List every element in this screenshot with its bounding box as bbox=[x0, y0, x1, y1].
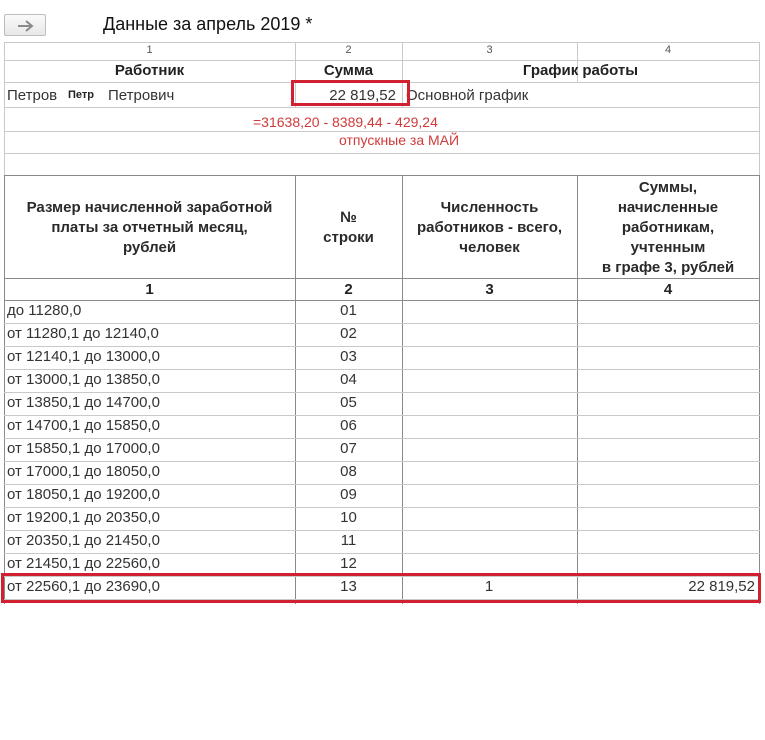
column-number: 1 bbox=[146, 44, 153, 56]
accrued-sum-cell[interactable]: 22 819,52 bbox=[688, 578, 755, 595]
employee-count-header: Численность работников - всего, человек bbox=[416, 199, 563, 256]
salary-range-cell[interactable]: от 20350,1 до 21450,0 bbox=[7, 532, 160, 549]
employee-first-name[interactable]: Петр bbox=[68, 89, 94, 101]
vacation-note: отпускные за МАЙ bbox=[339, 132, 460, 148]
formula-annotation: =31638,20 - 8389,44 - 429,24 bbox=[253, 114, 438, 130]
report-column-number: 3 bbox=[485, 281, 494, 298]
row-number-header: № строки bbox=[323, 209, 374, 246]
salary-range-cell[interactable]: от 11280,1 до 12140,0 bbox=[7, 325, 159, 342]
row-code-cell[interactable]: 08 bbox=[340, 463, 357, 480]
salary-range-cell[interactable]: от 14700,1 до 15850,0 bbox=[7, 417, 160, 434]
report-column-number: 4 bbox=[663, 281, 673, 298]
row-code-cell[interactable]: 05 bbox=[340, 394, 357, 411]
employee-patronymic[interactable]: Петрович bbox=[108, 87, 175, 104]
row-code-cell[interactable]: 02 bbox=[340, 325, 357, 342]
salary-range-cell[interactable]: от 12140,1 до 13000,0 bbox=[7, 348, 160, 365]
row-code-cell[interactable]: 12 bbox=[340, 555, 357, 572]
row-code-cell[interactable]: 10 bbox=[340, 509, 357, 526]
employee-header: Работник bbox=[114, 62, 185, 79]
row-code-cell[interactable]: 07 bbox=[340, 440, 357, 457]
accrued-sums-header: Суммы, начисленные работникам, учтенным в графе 3, рублей bbox=[601, 179, 735, 276]
row-code-cell[interactable]: 13 bbox=[340, 578, 357, 595]
salary-range-cell[interactable]: от 21450,1 до 22560,0 bbox=[7, 555, 160, 572]
row-13-highlight bbox=[1, 573, 761, 603]
column-number: 3 bbox=[486, 44, 493, 56]
salary-range-cell[interactable]: от 17000,1 до 18050,0 bbox=[7, 463, 160, 480]
schedule-header: График работы bbox=[522, 62, 639, 79]
employee-count-cell[interactable]: 1 bbox=[484, 578, 494, 595]
employee-sum[interactable]: 22 819,52 bbox=[329, 87, 396, 104]
row-code-cell[interactable]: 06 bbox=[340, 417, 357, 434]
employee-last-name[interactable]: Петров bbox=[7, 87, 58, 104]
salary-range-cell[interactable]: от 15850,1 до 17000,0 bbox=[7, 440, 160, 457]
salary-range-header: Размер начисленной заработной платы за отчетный месяц, рублей bbox=[26, 199, 273, 256]
column-number: 4 bbox=[664, 44, 672, 56]
arrow-right-icon bbox=[17, 20, 35, 32]
row-code-cell[interactable]: 09 bbox=[340, 486, 357, 503]
navigate-button[interactable] bbox=[4, 14, 46, 36]
row-code-cell[interactable]: 11 bbox=[340, 532, 357, 549]
column-number: 2 bbox=[345, 44, 352, 56]
salary-range-cell[interactable]: от 13850,1 до 14700,0 bbox=[7, 394, 160, 411]
employee-schedule[interactable]: Основной график bbox=[406, 87, 529, 104]
report-column-number: 1 bbox=[145, 281, 154, 298]
salary-range-cell[interactable]: от 19200,1 до 20350,0 bbox=[7, 509, 160, 526]
page-title: Данные за апрель 2019 * bbox=[103, 14, 313, 34]
sum-header: Сумма bbox=[323, 62, 374, 79]
row-code-cell[interactable]: 01 bbox=[340, 302, 357, 319]
report-column-number: 2 bbox=[344, 281, 353, 298]
salary-range-cell[interactable]: от 22560,1 до 23690,0 bbox=[7, 578, 160, 595]
row-code-cell[interactable]: 04 bbox=[340, 371, 357, 388]
row-code-cell[interactable]: 03 bbox=[340, 348, 357, 365]
sum-highlight bbox=[291, 80, 410, 106]
salary-range-cell[interactable]: от 13000,1 до 13850,0 bbox=[7, 371, 160, 388]
salary-range-cell[interactable]: до 11280,0 bbox=[7, 302, 82, 319]
salary-range-cell[interactable]: от 18050,1 до 19200,0 bbox=[7, 486, 160, 503]
